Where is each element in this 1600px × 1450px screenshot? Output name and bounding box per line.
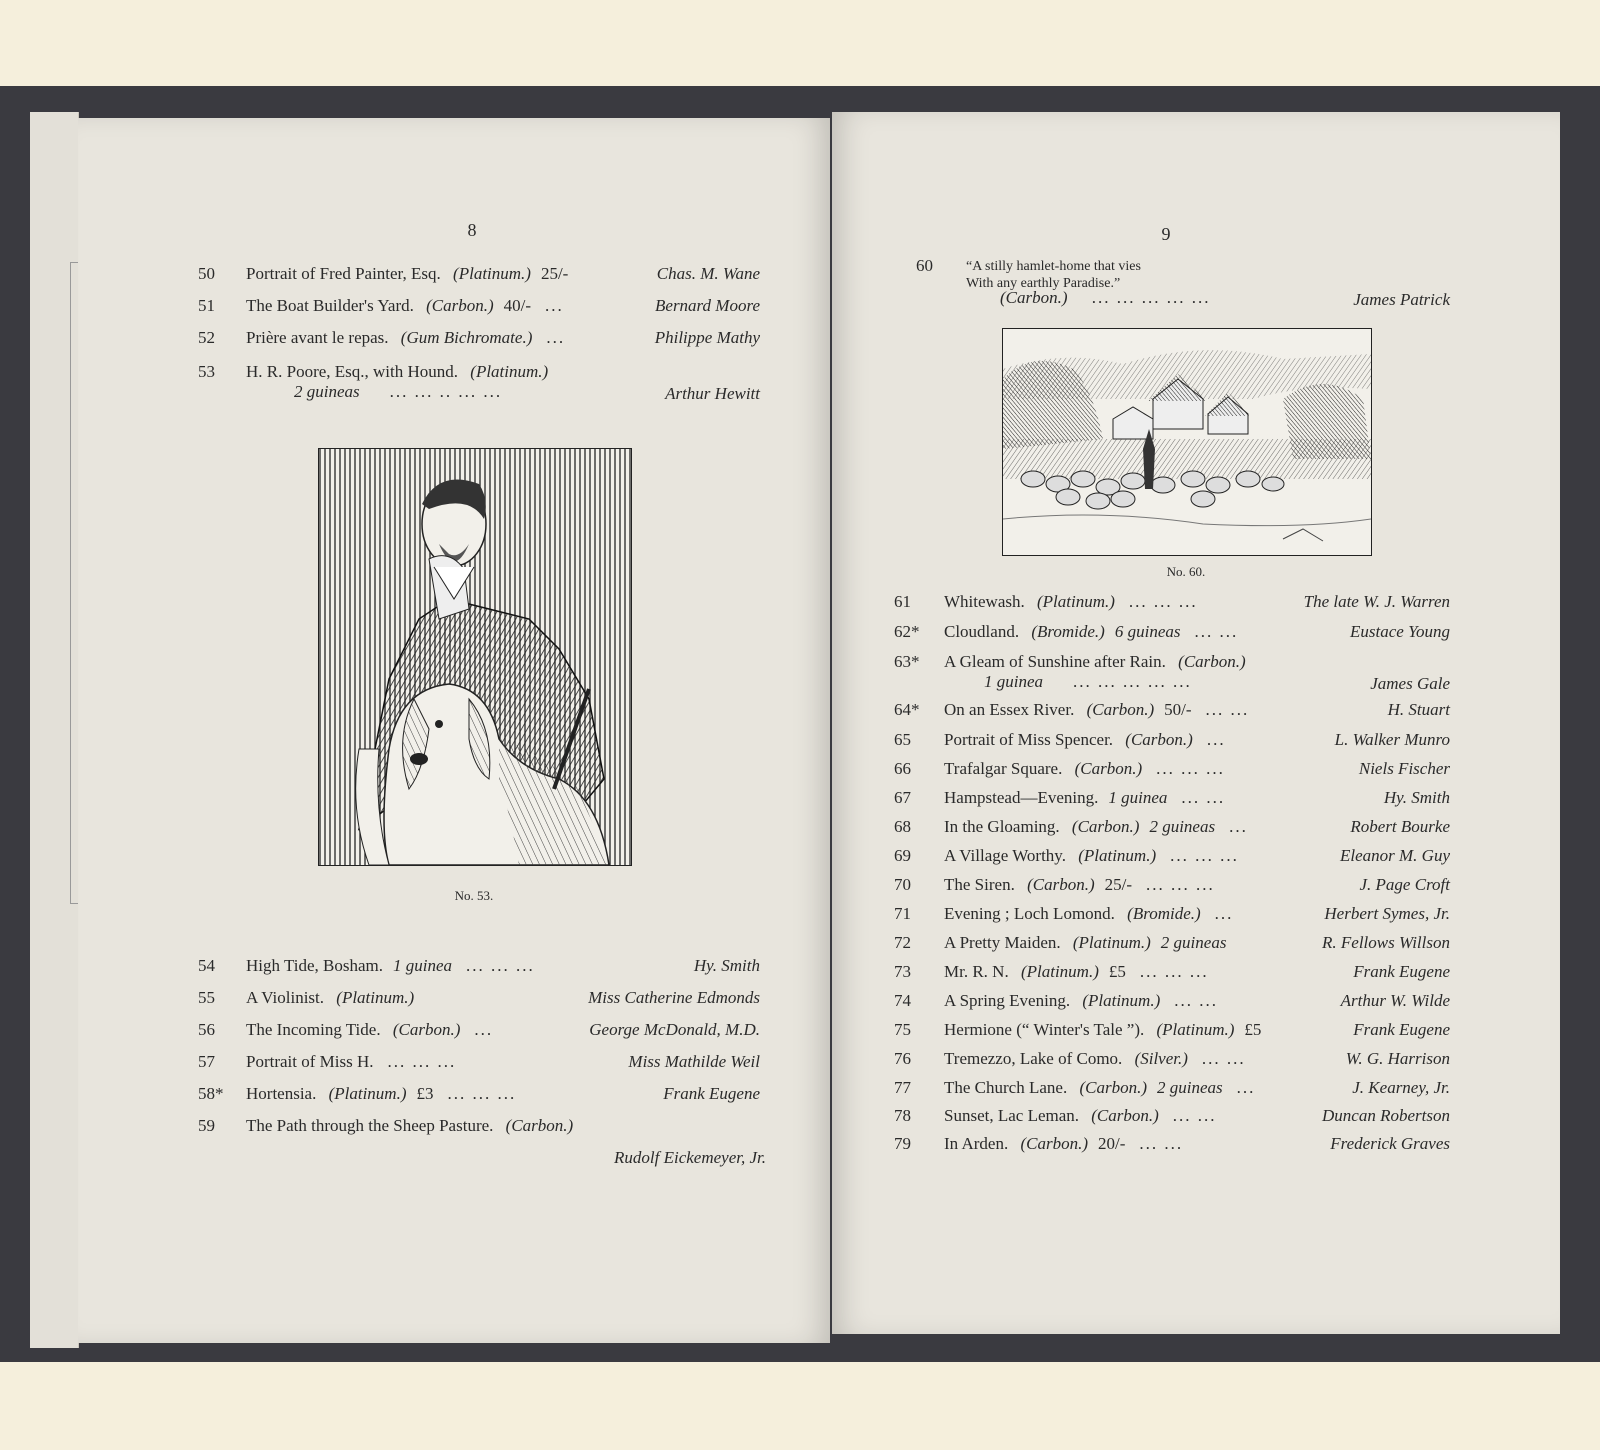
catalogue-entry	[894, 1106, 1450, 1130]
entry-subline	[984, 672, 1192, 692]
entry-maker: Frank Eugene	[663, 1084, 760, 1103]
entry-number: 64*	[894, 700, 920, 719]
entry-title-line	[246, 328, 565, 348]
entry-subline	[294, 382, 502, 402]
entry-maker: Miss Catherine Edmonds	[588, 988, 760, 1007]
catalogue-entry	[894, 904, 1450, 928]
entry-title-line	[944, 759, 1225, 779]
entry-title: In the Gloaming.	[944, 817, 1060, 836]
entry-number: 79	[894, 1134, 911, 1153]
entry-title: A Pretty Maiden.	[944, 933, 1061, 952]
quote-line-1: “A stilly hamlet-home that vies	[966, 259, 1141, 274]
entry-price: £3	[416, 1084, 434, 1103]
entry-number: 75	[894, 1020, 911, 1039]
entry-number: 58*	[198, 1084, 224, 1103]
entry-60-quote	[966, 258, 1141, 292]
catalogue-entry	[894, 875, 1450, 899]
entry-title: The Church Lane.	[944, 1078, 1068, 1097]
entry-process: (Bromide.)	[1127, 904, 1201, 923]
entry-maker: Frank Eugene	[1353, 962, 1450, 981]
catalogue-entry	[198, 1116, 760, 1140]
leader-dots: ... ...	[1172, 1106, 1217, 1125]
entry-number: 52	[198, 328, 215, 347]
entry-title: Evening ; Loch Lomond.	[944, 904, 1115, 923]
leader-dots: ... ...	[1174, 991, 1218, 1010]
entry-maker: J. Kearney, Jr.	[1352, 1078, 1450, 1097]
entry-price: 6 guineas	[1114, 622, 1181, 641]
entry-maker: R. Fellows Willson	[1322, 933, 1450, 952]
entry-maker: George McDonald, M.D.	[589, 1020, 760, 1039]
entry-price: 2 guineas	[294, 382, 360, 401]
engraving-svg	[1003, 329, 1371, 555]
entry-process: (Platinum.)	[1020, 962, 1099, 981]
entry-number: 63*	[894, 652, 920, 671]
leader-dots: ...	[545, 296, 564, 315]
entry-process: (Platinum.)	[1072, 933, 1151, 952]
entry-number: 71	[894, 904, 911, 923]
entry-maker: Eleanor M. Guy	[1339, 846, 1450, 865]
entry-maker: Arthur Hewitt	[665, 384, 760, 403]
entry-title-line	[246, 988, 414, 1008]
catalogue-entry	[198, 1020, 760, 1044]
catalogue-entry	[894, 759, 1450, 783]
entry-title: Mr. R. N.	[944, 962, 1009, 981]
entry-title-line	[944, 817, 1248, 837]
entry-number: 72	[894, 933, 911, 952]
leader-dots: ... ... .. ... ...	[389, 382, 503, 401]
entry-number: 73	[894, 962, 911, 981]
entry-process: (Carbon.)	[1125, 730, 1193, 749]
entry-title: The Incoming Tide.	[246, 1020, 381, 1039]
illustration-caption: No. 53.	[454, 888, 494, 903]
entry-process: (Silver.)	[1134, 1049, 1188, 1068]
leader-dots: ...	[546, 328, 566, 347]
entry-number: 50	[198, 264, 215, 283]
entry-process: (Platinum.)	[1078, 846, 1157, 865]
entry-title: Whitewash.	[944, 592, 1025, 611]
entry-maker: Chas. M. Wane	[656, 264, 760, 283]
entry-process: (Platinum.)	[1036, 592, 1115, 611]
entry-title-line	[944, 991, 1218, 1011]
entry-process: (Platinum.)	[470, 362, 549, 381]
engraving-svg	[319, 449, 631, 865]
entry-number: 62*	[894, 622, 920, 641]
leader-dots: ... ... ...	[466, 956, 535, 975]
entry-maker: Frederick Graves	[1330, 1134, 1450, 1153]
catalogue-entry	[198, 296, 760, 320]
entry-maker: Niels Fischer	[1358, 759, 1450, 778]
entry-title-line	[944, 962, 1209, 982]
entry-title-line	[944, 1078, 1255, 1098]
entry-title: Portrait of Miss H.	[246, 1052, 374, 1071]
leader-dots: ... ...	[1205, 700, 1250, 719]
entry-title-line	[944, 788, 1225, 808]
entry-title: A Spring Evening.	[944, 991, 1071, 1010]
catalogue-entry	[198, 328, 760, 352]
entry-title-line	[246, 956, 535, 976]
entry-process: (Carbon.)	[426, 296, 494, 315]
entry-maker: Philippe Mathy	[654, 328, 760, 347]
entry-process: (Carbon.)	[1091, 1106, 1159, 1125]
entry-process: (Carbon.)	[1027, 875, 1095, 894]
catalogue-entry	[894, 991, 1450, 1015]
entry-price: 40/-	[503, 296, 532, 315]
entry-number: 69	[894, 846, 911, 865]
entry-title: High Tide, Bosham.	[246, 956, 383, 975]
page-number: 9	[1161, 224, 1171, 244]
entry-number: 61	[894, 592, 911, 611]
leader-dots: ...	[1206, 730, 1226, 749]
catalogue-entry	[894, 730, 1450, 754]
leader-dots: ... ...	[1194, 622, 1239, 641]
catalogue-entry	[894, 846, 1450, 870]
entry-number: 65	[894, 730, 911, 749]
entry-title-line	[246, 296, 564, 316]
entry-price: £5	[1108, 962, 1126, 981]
entry-title-line	[246, 1084, 516, 1104]
entry-price: 2 guineas	[1160, 933, 1227, 952]
catalogue-entry	[198, 956, 760, 980]
entry-title-line	[944, 1106, 1217, 1126]
entry-number: 67	[894, 788, 911, 807]
entry-title: The Path through the Sheep Pasture.	[246, 1116, 494, 1135]
entry-price: 1 guinea	[1108, 788, 1168, 807]
entry-number: 74	[894, 991, 911, 1010]
entry-title: A Village Worthy.	[944, 846, 1066, 865]
left-page	[78, 118, 830, 1343]
leader-dots: ... ...	[1139, 1134, 1184, 1153]
leader-dots: ... ... ...	[1139, 962, 1209, 981]
catalogue-entry	[894, 1020, 1450, 1044]
entry-number: 76	[894, 1049, 911, 1068]
entry-process: (Platinum.)	[336, 988, 415, 1007]
entry-number: 57	[198, 1052, 215, 1071]
entry-title: Tremezzo, Lake of Como.	[944, 1049, 1123, 1068]
entry-title-line	[944, 875, 1215, 895]
leader-dots: ...	[1236, 1078, 1256, 1097]
catalogue-entry	[894, 700, 1450, 724]
entry-title-line	[944, 846, 1239, 866]
entry-title: H. R. Poore, Esq., with Hound.	[246, 362, 459, 381]
entry-title-line	[944, 933, 1226, 953]
catalogue-entry	[198, 988, 760, 1012]
entry-price: 2 guineas	[1156, 1078, 1223, 1097]
leader-dots: ... ... ...	[1156, 759, 1225, 778]
catalogue-entry	[198, 1052, 760, 1076]
leader-dots: ...	[1214, 904, 1234, 923]
entry-title-line	[246, 1052, 456, 1072]
entry-maker: H. Stuart	[1387, 700, 1450, 719]
entry-title-line	[944, 904, 1233, 924]
entry-title: Hampstead—Evening.	[944, 788, 1099, 807]
entry-number: 70	[894, 875, 911, 894]
entry-60-subline	[1000, 288, 1211, 308]
entry-title-line	[944, 622, 1238, 642]
illustration-sheep-village	[1002, 328, 1372, 556]
catalogue-entry	[894, 622, 1450, 646]
catalogue-entry	[894, 933, 1450, 957]
entry-maker: Hy. Smith	[693, 956, 760, 975]
entry-price: 1 guinea	[984, 672, 1044, 691]
right-page	[832, 112, 1560, 1334]
entry-maker: Duncan Robertson	[1322, 1106, 1450, 1125]
entry-price: 25/-	[1104, 875, 1132, 894]
leader-dots: ...	[1229, 817, 1248, 836]
entry-maker: The late W. J. Warren	[1303, 592, 1450, 611]
entry-title: On an Essex River.	[944, 700, 1075, 719]
entry-title: Hermione (“ Winter's Tale ”).	[944, 1020, 1145, 1039]
entry-number: 54	[198, 956, 215, 975]
entry-maker: Arthur W. Wilde	[1340, 991, 1450, 1010]
entry-title-line	[944, 700, 1249, 720]
entry-title-line	[246, 264, 568, 284]
leader-dots: ... ... ...	[1146, 875, 1215, 894]
entry-process: (Platinum.)	[453, 264, 531, 283]
entry-maker: James Gale	[1370, 674, 1450, 693]
entry-title: Trafalgar Square.	[944, 759, 1063, 778]
entry-process: (Bromide.)	[1031, 622, 1105, 641]
catalogue-entry	[894, 788, 1450, 812]
entry-price: 20/-	[1098, 1134, 1126, 1153]
entry-title: A Gleam of Sunshine after Rain.	[944, 652, 1166, 671]
catalogue-entry	[894, 1078, 1450, 1102]
entry-maker: Herbert Symes, Jr.	[1324, 904, 1450, 923]
entry-process: (Platinum.)	[328, 1084, 407, 1103]
entry-price: 25/-	[540, 264, 569, 283]
catalogue-entry	[894, 817, 1450, 841]
entry-title: The Boat Builder's Yard.	[246, 296, 414, 315]
catalogue-entry	[198, 264, 760, 288]
entry-number: 66	[894, 759, 911, 778]
entry-process: (Carbon.)	[505, 1116, 574, 1135]
entry-maker: Frank Eugene	[1353, 1020, 1450, 1039]
entry-title-line	[944, 730, 1226, 750]
catalogue-entry	[894, 1049, 1450, 1073]
entry-process: (Platinum.)	[1082, 991, 1161, 1010]
entry-maker: Bernard Moore	[655, 296, 760, 315]
entry-title-line	[944, 1134, 1183, 1154]
leader-dots: ... ... ... ... ...	[1073, 672, 1192, 691]
entry-title: The Siren.	[944, 875, 1015, 894]
entry-process: (Carbon.)	[1178, 652, 1246, 671]
leader-dots: ... ... ...	[1170, 846, 1239, 865]
illustration-man-with-hound	[318, 448, 632, 866]
entry-title-line	[944, 1049, 1246, 1069]
entry-title: Hortensia.	[246, 1084, 317, 1103]
entry-price: 50/-	[1164, 700, 1192, 719]
entry-process: (Carbon.)	[1020, 1134, 1088, 1153]
entry-process: (Carbon.)	[1000, 288, 1068, 307]
entry-title-line	[246, 1020, 493, 1040]
entry-number: 59	[198, 1116, 215, 1135]
entry-number: 51	[198, 296, 215, 315]
entry-number: 60	[916, 256, 933, 275]
entry-process: (Carbon.)	[1071, 817, 1140, 836]
entry-title-line	[944, 1020, 1261, 1040]
entry-number: 53	[198, 362, 215, 381]
leader-dots: ... ... ... ... ...	[1091, 288, 1211, 307]
catalogue-entry	[894, 1134, 1450, 1158]
entry-number: 77	[894, 1078, 911, 1097]
entry-process: (Carbon.)	[1079, 1078, 1147, 1097]
entry-process: (Platinum.)	[1156, 1020, 1235, 1039]
entry-maker: W. G. Harrison	[1345, 1049, 1450, 1068]
entry-number: 78	[894, 1106, 911, 1125]
leader-dots: ...	[474, 1020, 494, 1039]
illustration-caption: No. 60.	[1166, 564, 1206, 579]
entry-title-line	[944, 652, 1246, 672]
entry-title: Prière avant le repas.	[246, 328, 389, 347]
entry-title-line	[246, 362, 548, 382]
entry-maker: L. Walker Munro	[1334, 730, 1450, 749]
entry-maker: Eustace Young	[1350, 622, 1450, 641]
entry-number: 56	[198, 1020, 215, 1039]
entry-maker: James Patrick	[1353, 290, 1450, 309]
entry-maker: Robert Bourke	[1350, 817, 1450, 836]
leader-dots: ... ...	[1201, 1049, 1246, 1068]
leader-dots: ... ... ...	[1128, 592, 1198, 611]
entry-number: 55	[198, 988, 215, 1007]
entry-maker: Hy. Smith	[1383, 788, 1450, 807]
entry-title: Portrait of Fred Painter, Esq.	[246, 264, 441, 283]
entry-process: (Gum Bichromate.)	[400, 328, 533, 347]
entry-title-line	[246, 1116, 573, 1136]
leader-dots: ... ... ...	[447, 1084, 517, 1103]
entry-title: A Violinist.	[246, 988, 325, 1007]
page-edges	[30, 112, 79, 1348]
leader-dots: ... ... ...	[387, 1052, 457, 1071]
entry-title-line	[944, 592, 1198, 612]
entry-maker: Miss Mathilde Weil	[628, 1052, 760, 1071]
entry-number: 68	[894, 817, 911, 836]
catalogue-entry	[894, 592, 1450, 616]
entry-price: £5	[1244, 1020, 1262, 1039]
quote-line-2: With any earthly Paradise.”	[966, 276, 1121, 291]
leader-dots: ... ...	[1181, 788, 1226, 807]
entry-maker: J. Page Croft	[1359, 875, 1450, 894]
entry-price: 2 guineas	[1149, 817, 1216, 836]
entry-title: In Arden.	[944, 1134, 1009, 1153]
entry-title: Cloudland.	[944, 622, 1020, 641]
entry-maker: Rudolf Eickemeyer, Jr.	[614, 1148, 766, 1167]
page-number: 8	[467, 220, 477, 240]
entry-title: Portrait of Miss Spencer.	[944, 730, 1114, 749]
catalogue-entry	[198, 1084, 760, 1108]
entry-process: (Carbon.)	[392, 1020, 461, 1039]
entry-process: (Carbon.)	[1074, 759, 1143, 778]
entry-process: (Carbon.)	[1086, 700, 1155, 719]
entry-title: Sunset, Lac Leman.	[944, 1106, 1080, 1125]
entry-price: 1 guinea	[392, 956, 453, 975]
catalogue-entry	[894, 962, 1450, 986]
